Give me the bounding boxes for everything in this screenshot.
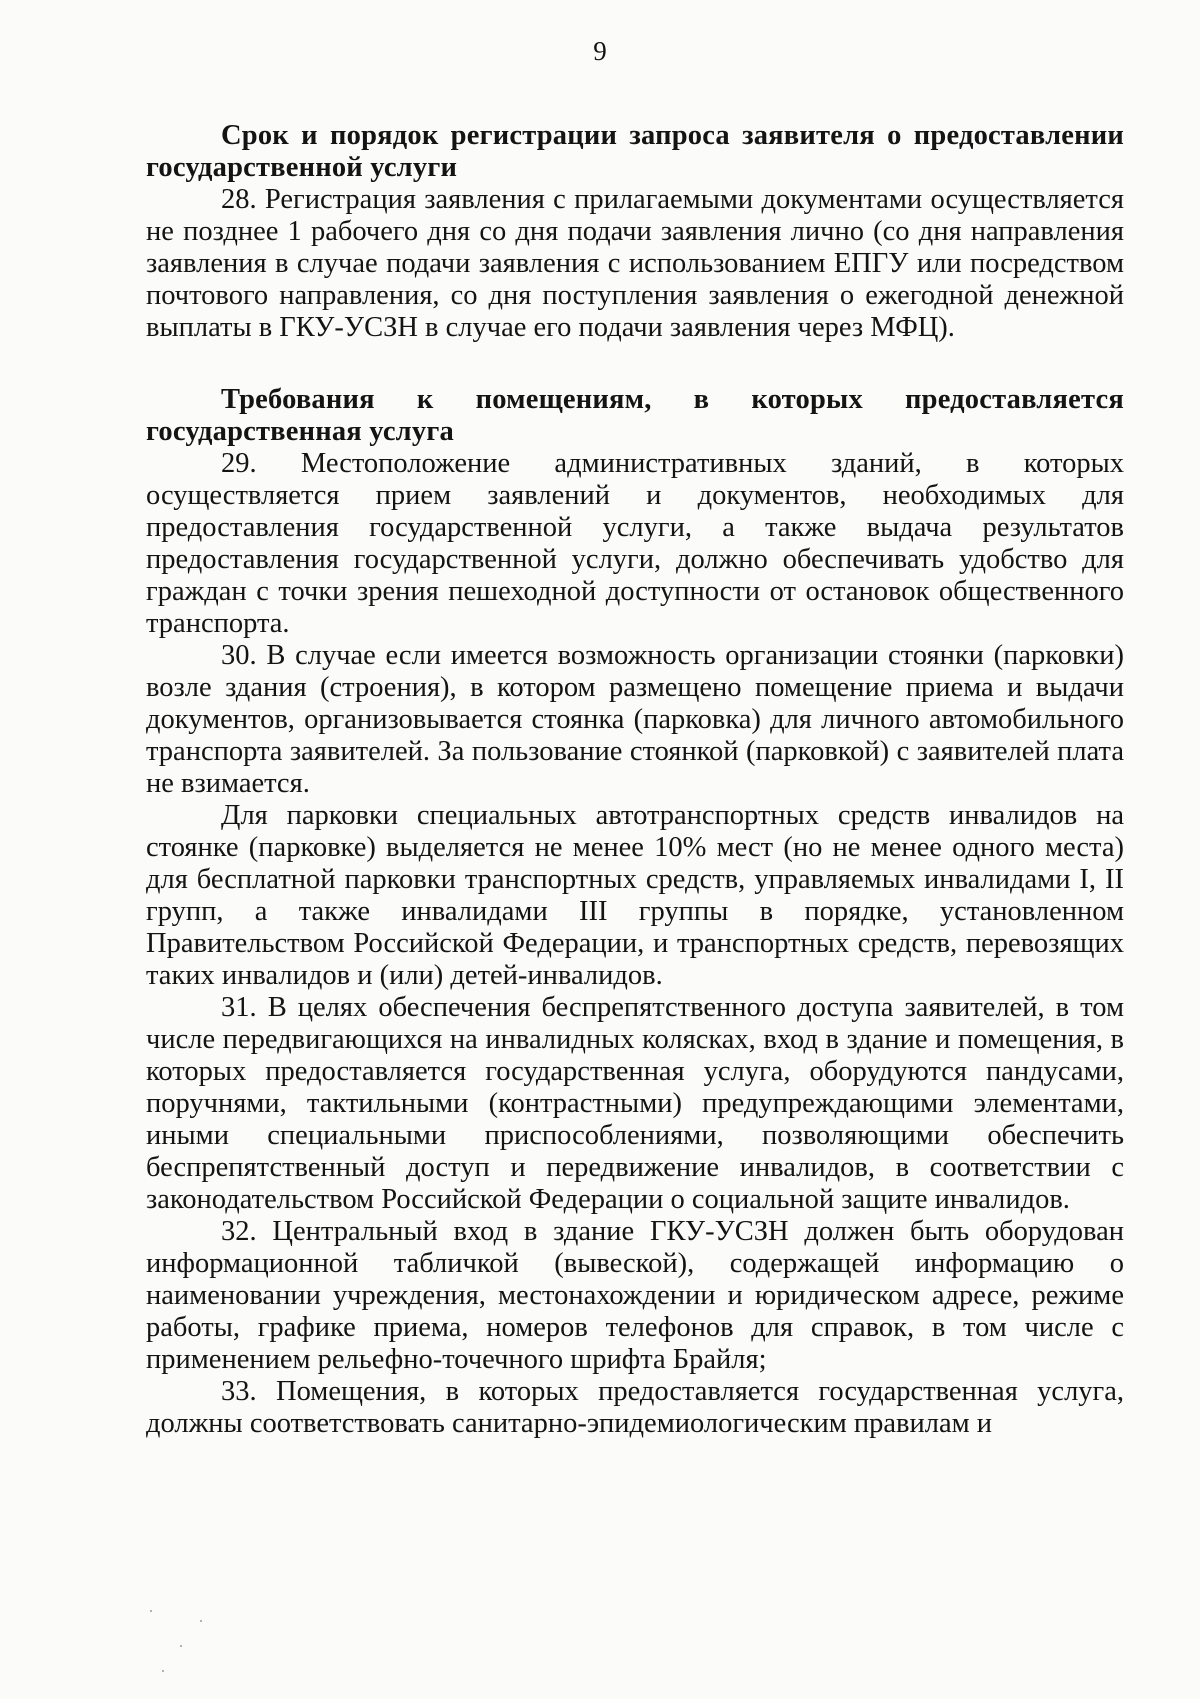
paragraph-32: 32. Центральный вход в здание ГКУ-УСЗН должен быть оборудован информационной табличкой (вывеской), содержащей информацию о наименовании учреждения, местонахождении и юридическом адресе, режиме работы, графике приема, номеров телефонов для справок, в том числе с применением рельефно-точечного шрифта Брайля; [146,1216,1124,1375]
paragraph-30-parking: Для парковки специальных автотранспортных средств инвалидов на стоянке (парковке) выделяется не менее 10% мест (но не менее одного места) для бесплатной парковки транспортных средств, управляемых инвалидами I, II групп, а также инвалидами III группы в порядке, установленном Правительством Российской Федерации, и транспортных средств, перевозящих таких инвалидов и (или) детей-инвалидов. [146,800,1124,991]
document-body [146,120,1124,1440]
paragraph-31: 31. В целях обеспечения беспрепятственного доступа заявителей, в том числе передвигающихся на инвалидных колясках, вход в здание и помещения, в которых предоставляется государственная услуга, оборудуются пандусами, поручнями, тактильными (контрастными) предупреждающими элементами, иными специальными приспособлениями, позволяющими обеспечить беспрепятственный доступ и передвижение инвалидов, в соответствии с законодательством Российской Федерации о социальной защите инвалидов. [146,992,1124,1215]
paragraph-33: 33. Помещения, в которых предоставляется государственная услуга, должны соответствовать санитарно-эпидемиологическим правилам и [146,1376,1124,1439]
paragraph-30: 30. В случае если имеется возможность организации стоянки (парковки) возле здания (строения), в котором размещено помещение приема и выдачи документов, организовывается стоянка (парковка) для личного автомобильного транспорта заявителей. За пользование стоянкой (парковкой) с заявителей плата не взимается. [146,640,1124,799]
page-number: 9 [593,36,607,66]
section-heading-registration: Срок и порядок регистрации запроса заявителя о предоставлении государственной услуги [146,120,1124,183]
section-heading-premises: Требования к помещениям, в которых предоставляется государственная услуга [146,384,1124,447]
section-gap [146,344,1124,384]
paragraph-29: 29. Местоположение административных зданий, в которых осуществляется прием заявлений и документов, необходимых для предоставления государственной услуги, а также выдача результатов предоставления государственной услуги, должно обеспечивать удобство для граждан с точки зрения пешеходной доступности от остановок общественного транспорта. [146,448,1124,639]
paragraph-28: 28. Регистрация заявления с прилагаемыми документами осуществляется не позднее 1 рабочего дня со дня подачи заявления лично (со дня направления заявления в случае подачи заявления с использованием ЕПГУ или посредством почтового направления, со дня поступления заявления о ежегодной денежной выплаты в ГКУ-УСЗН в случае его подачи заявления через МФЦ). [146,184,1124,343]
